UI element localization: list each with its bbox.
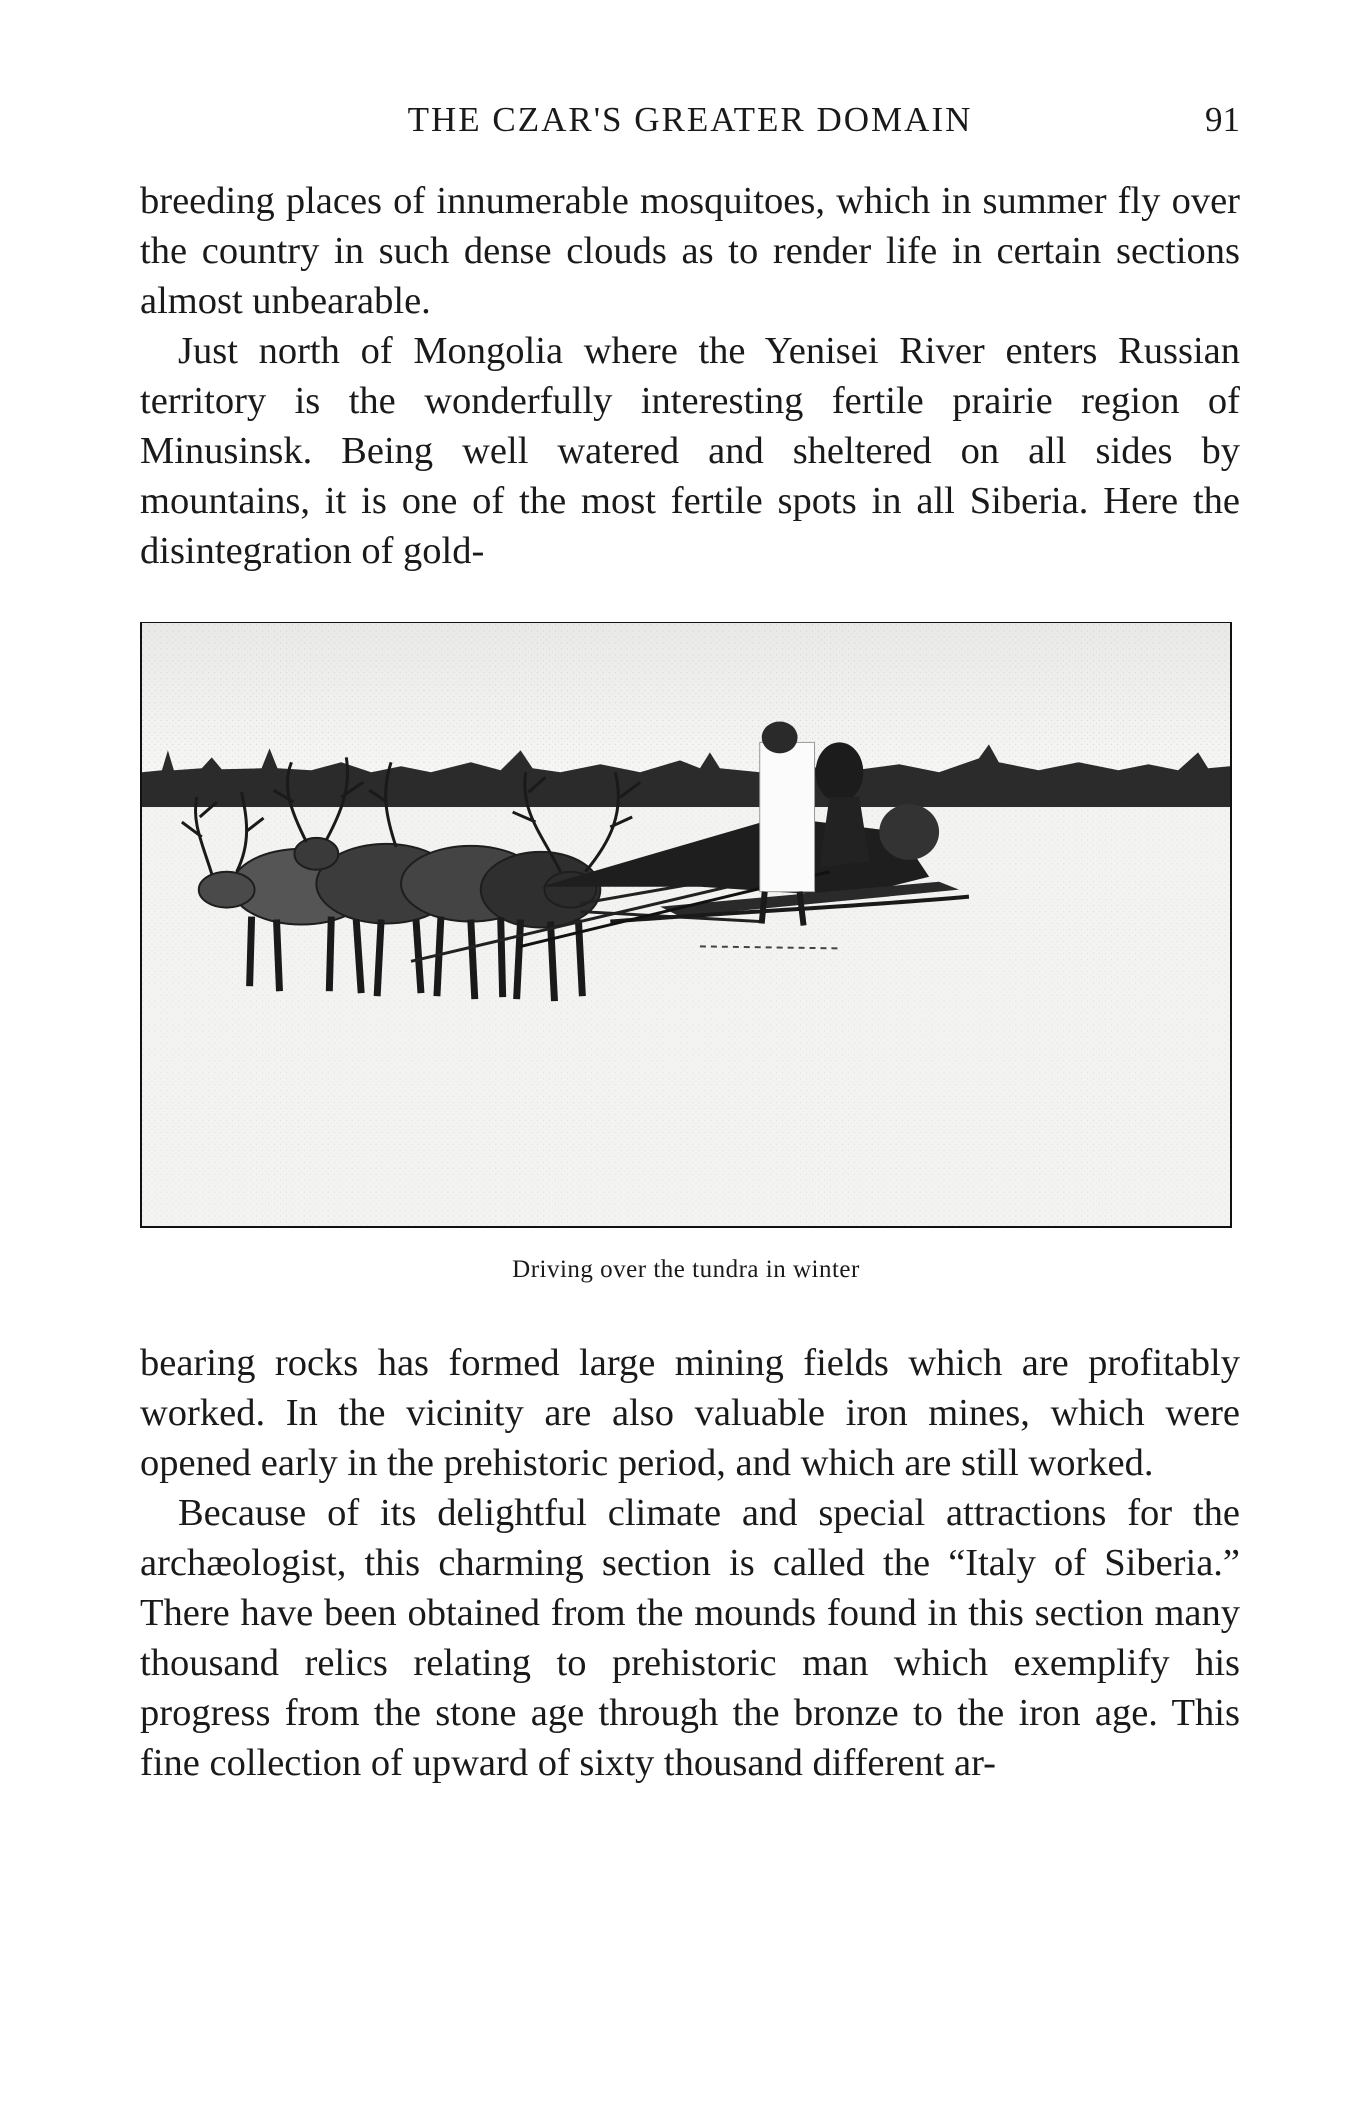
paragraph: Just north of Mongolia where the Yenisei River enters Russian territory is the wonderfully interesting fertile prairie region of Minusinsk. Being well watered and sheltered on all sides by mountains, it is one of the most fertile spots in all Siberia. Here the disintegration of gold- [140, 330, 1240, 572]
paragraph: bearing rocks has formed large mining fields which are profitably worked. In the vicinity are also valuable iron mines, which were opened early in the prehistoric period, and which are still worked. [140, 1342, 1240, 1484]
figure-photo [140, 622, 1232, 1228]
figure-caption: Driving over the tundra in winter [512, 1256, 860, 1283]
paragraph: breeding places of innumerable mosquitoes, which in summer fly over the country in such dense clouds as to render life in certain sections almost unbearable. [140, 180, 1240, 322]
reindeer-sled-photo [142, 623, 1230, 1226]
body-text-bottom [140, 1338, 1240, 1788]
paragraph: Because of its delightful climate and special attractions for the archæologist, this charming section is called the “Italy of Siberia.” There have been obtained from the mounds found in this section many thousand relics relating to prehistoric man which exemplify his progress from the stone age through the bronze to the iron age. This fine collection of upward of sixty thousand different ar- [140, 1492, 1240, 1784]
running-header [140, 100, 1240, 150]
body-text-top [140, 176, 1240, 576]
running-title: THE CZAR'S GREATER DOMAIN [407, 100, 973, 139]
page-number: 91 [1205, 100, 1240, 139]
